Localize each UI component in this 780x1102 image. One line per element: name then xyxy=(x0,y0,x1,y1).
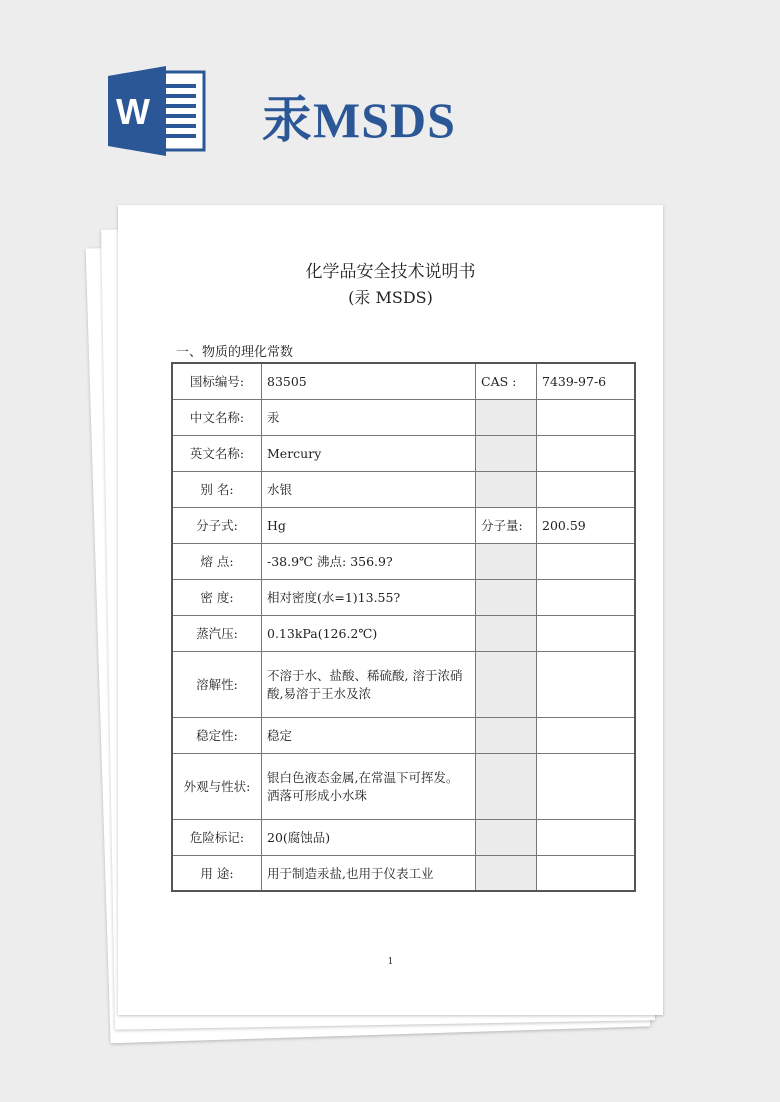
header xyxy=(0,0,780,200)
row-value: 20(腐蚀品) xyxy=(262,819,476,855)
page-number: 1 xyxy=(387,957,394,967)
table-row xyxy=(172,615,635,651)
table-row xyxy=(172,399,635,435)
row-value: 汞 xyxy=(262,399,476,435)
table-row xyxy=(172,435,635,471)
row-extra-value xyxy=(537,855,636,891)
row-value: Mercury xyxy=(262,435,476,471)
page-title: 化学品安全技术说明书 xyxy=(305,262,476,282)
row-extra-label xyxy=(476,615,537,651)
row-label: 用 途: xyxy=(172,855,262,891)
row-label: 国标编号: xyxy=(172,363,262,399)
row-extra-label xyxy=(476,819,537,855)
row-extra-label xyxy=(476,651,537,717)
row-extra-value xyxy=(537,435,636,471)
row-extra-value xyxy=(537,399,636,435)
word-document-icon xyxy=(108,66,208,156)
table-row xyxy=(172,579,635,615)
row-value: 用于制造汞盐,也用于仪表工业 xyxy=(262,855,476,891)
row-value: 不溶于水、盐酸、稀硫酸, 溶于浓硝酸,易溶于王水及浓 xyxy=(262,651,476,717)
row-label: 分子式: xyxy=(172,507,262,543)
row-extra-label xyxy=(476,717,537,753)
row-extra-label xyxy=(476,399,537,435)
row-value: 0.13kPa(126.2℃) xyxy=(262,615,476,651)
table-row xyxy=(172,651,635,717)
row-label: 密 度: xyxy=(172,579,262,615)
row-label: 英文名称: xyxy=(172,435,262,471)
row-label: 别 名: xyxy=(172,471,262,507)
table-row xyxy=(172,363,635,399)
row-label: 熔 点: xyxy=(172,543,262,579)
row-extra-label: CAS : xyxy=(476,363,537,399)
row-extra-value xyxy=(537,543,636,579)
row-extra-label xyxy=(476,579,537,615)
row-value: Hg xyxy=(262,507,476,543)
row-extra-value: 7439-97-6 xyxy=(537,363,636,399)
table-row xyxy=(172,819,635,855)
table-row xyxy=(172,471,635,507)
row-extra-label xyxy=(476,855,537,891)
row-value: 相对密度(水=1)13.55? xyxy=(262,579,476,615)
table-row xyxy=(172,855,635,891)
row-extra-value xyxy=(537,753,636,819)
properties-table xyxy=(171,362,636,892)
row-extra-label xyxy=(476,753,537,819)
row-extra-label: 分子量: xyxy=(476,507,537,543)
row-label: 中文名称: xyxy=(172,399,262,435)
table-row xyxy=(172,507,635,543)
row-extra-value: 200.59 xyxy=(537,507,636,543)
row-extra-value xyxy=(537,615,636,651)
page-subtitle: (汞 MSDS) xyxy=(348,288,433,307)
table-row xyxy=(172,543,635,579)
row-extra-label xyxy=(476,471,537,507)
section-heading: 一、物质的理化常数 xyxy=(176,345,294,360)
row-extra-value xyxy=(537,471,636,507)
row-value: -38.9℃ 沸点: 356.9? xyxy=(262,543,476,579)
row-value: 83505 xyxy=(262,363,476,399)
row-extra-value xyxy=(537,579,636,615)
row-extra-value xyxy=(537,717,636,753)
row-extra-value xyxy=(537,651,636,717)
row-label: 稳定性: xyxy=(172,717,262,753)
table-row xyxy=(172,717,635,753)
document-title: 汞MSDS xyxy=(262,92,456,148)
row-value: 水银 xyxy=(262,471,476,507)
row-extra-label xyxy=(476,543,537,579)
svg-text:W: W xyxy=(116,91,150,132)
row-extra-label xyxy=(476,435,537,471)
row-value: 稳定 xyxy=(262,717,476,753)
document-page xyxy=(118,205,663,1015)
row-extra-value xyxy=(537,819,636,855)
table-row xyxy=(172,753,635,819)
row-label: 溶解性: xyxy=(172,651,262,717)
row-label: 蒸汽压: xyxy=(172,615,262,651)
row-label: 外观与性状: xyxy=(172,753,262,819)
row-value: 银白色液态金属,在常温下可挥发。洒落可形成小水珠 xyxy=(262,753,476,819)
row-label: 危险标记: xyxy=(172,819,262,855)
